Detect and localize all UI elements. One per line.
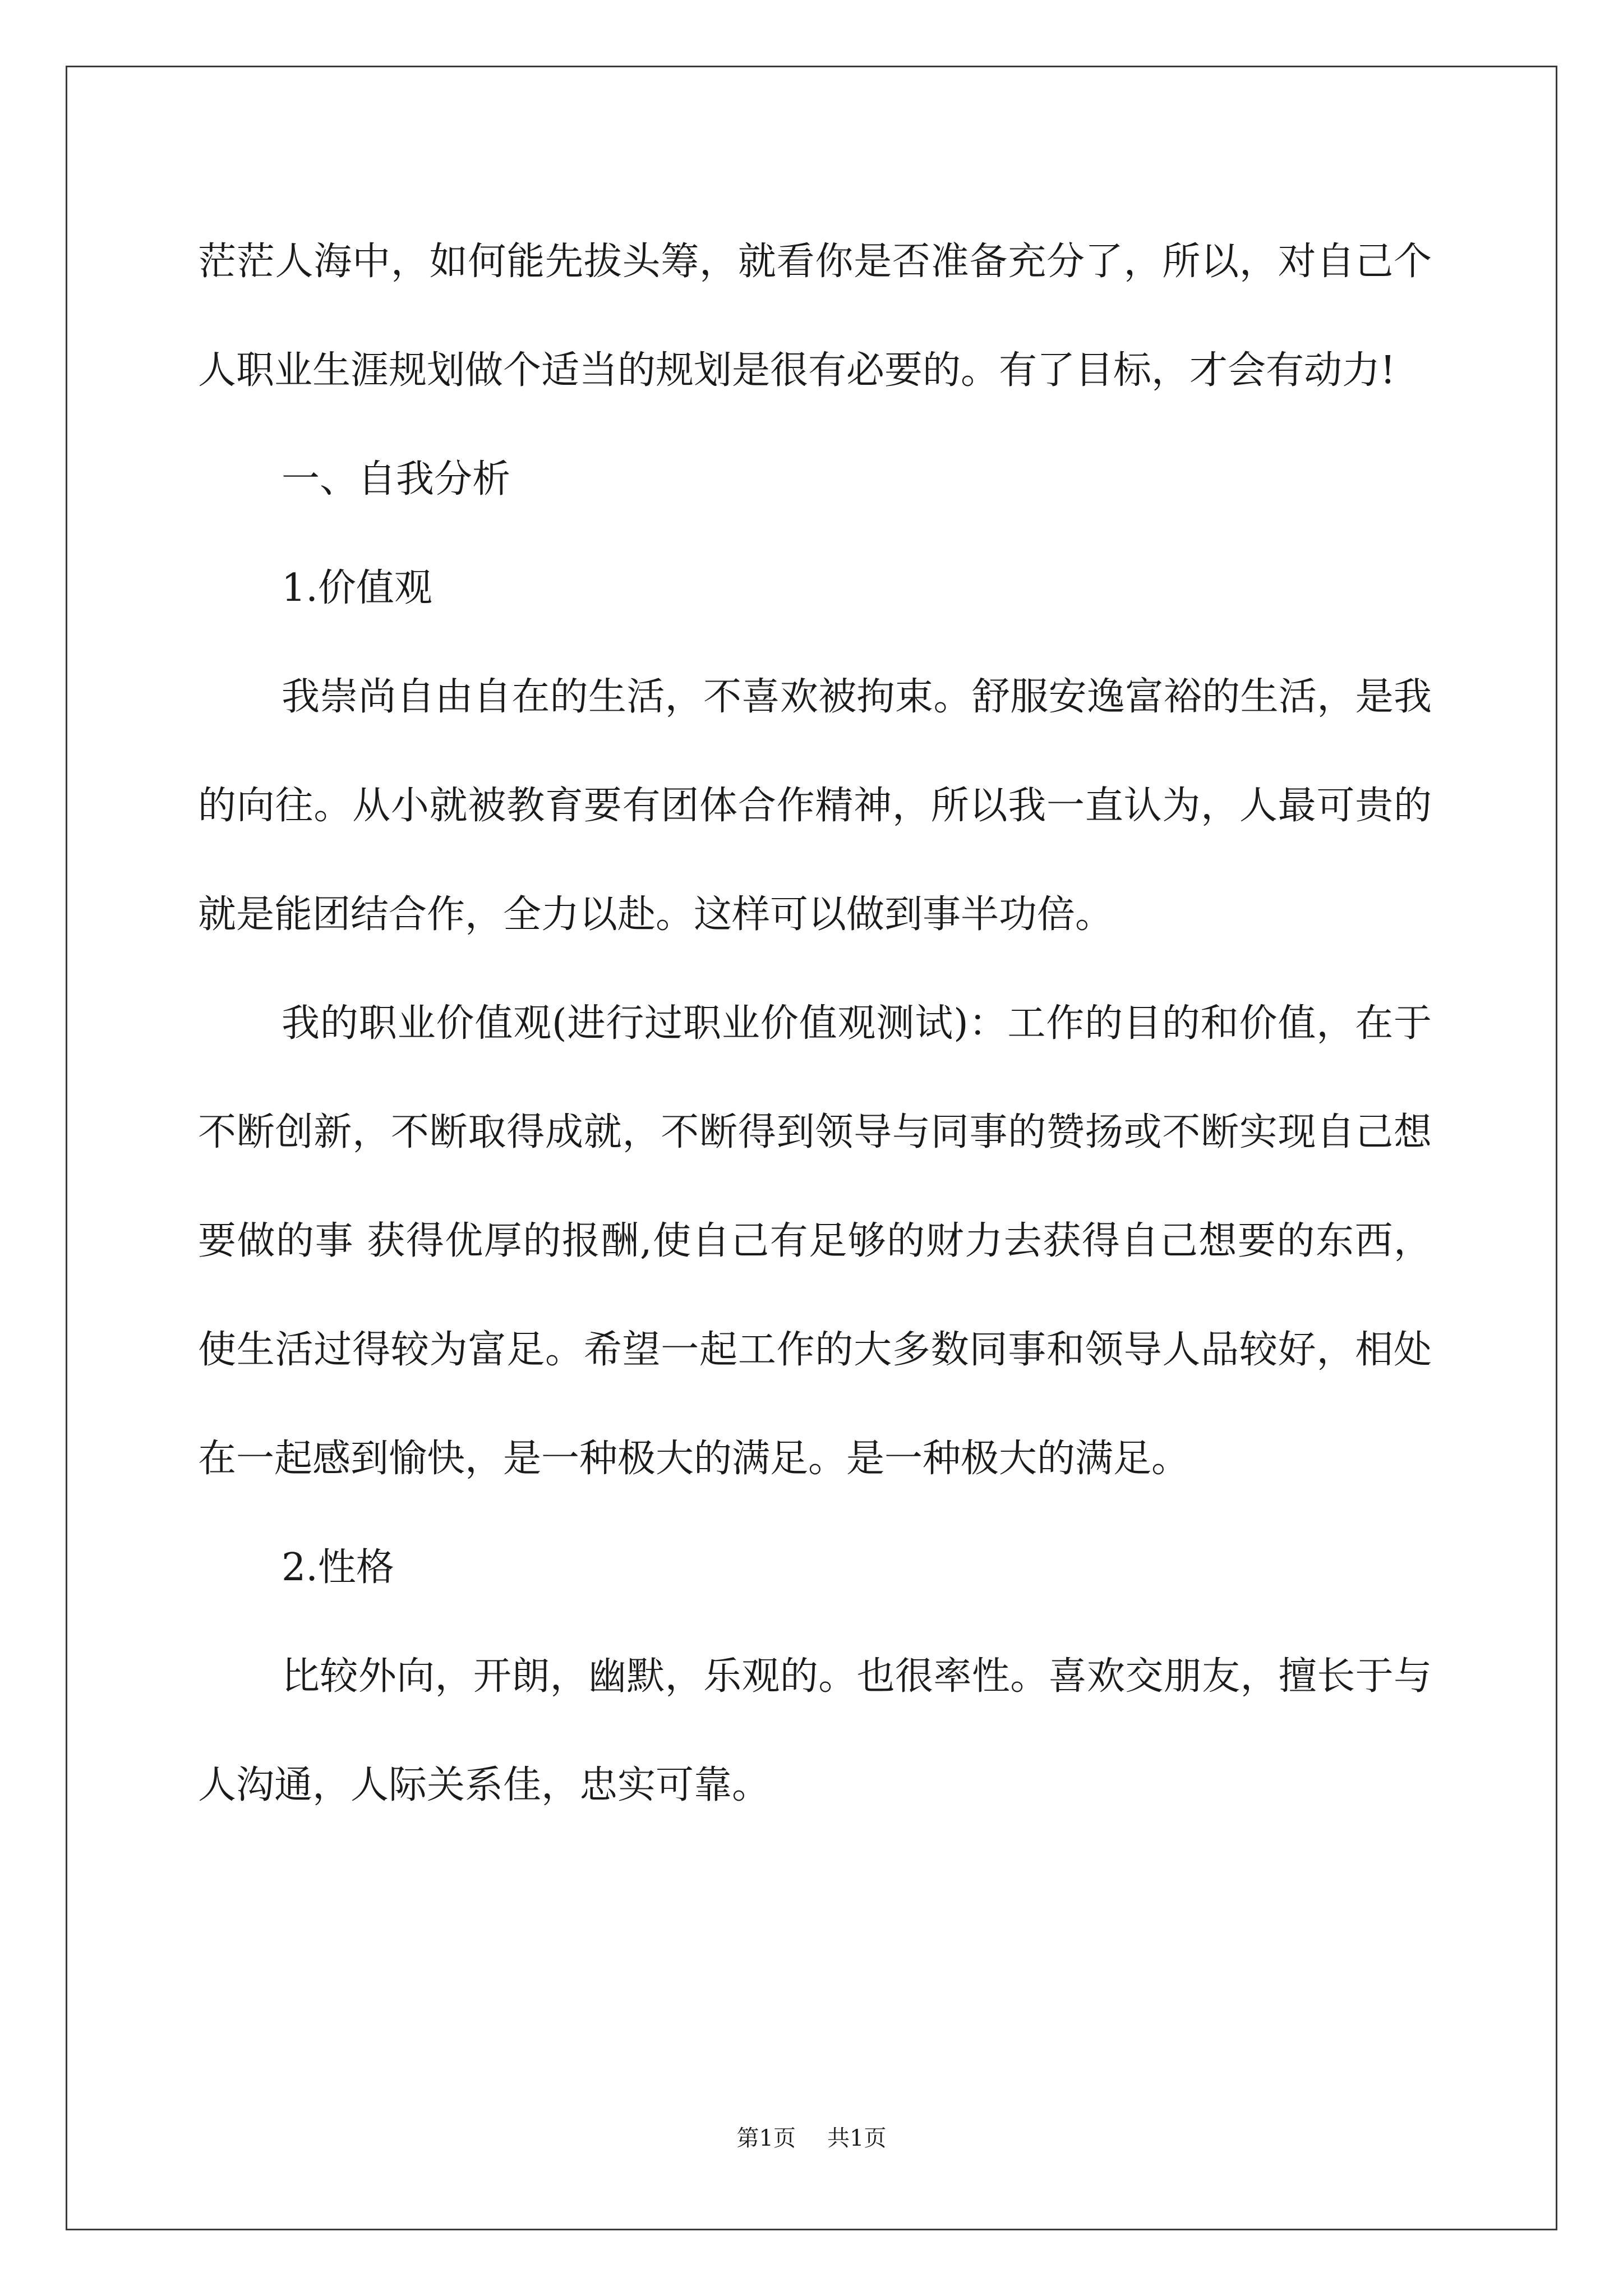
document-body xyxy=(198,208,1432,1840)
paragraph-personality: 比较外向，开朗，幽默，乐观的。也很率性。喜欢交朋友，擅长于与人沟通，人际关系佳，忠实可靠。 xyxy=(198,1654,1432,1807)
subheading-personality: 2.性格 xyxy=(282,1545,394,1590)
page-total: 共1页 xyxy=(827,2125,887,2151)
heading-self-analysis: 一、自我分析 xyxy=(282,457,511,501)
paragraph-intro: 茫茫人海中，如何能先拔头筹，就看你是否准备充分了，所以，对自己个人职业生涯规划做个适当的规划是很有必要的。有了目标，才会有动力! xyxy=(198,240,1432,393)
subheading-values: 1.价值观 xyxy=(282,566,432,610)
page-number: 第1页 xyxy=(736,2125,796,2151)
page-footer xyxy=(0,2120,1623,2152)
paragraph-values: 我崇尚自由自在的生活，不喜欢被拘束。舒服安逸富裕的生活，是我的向往。从小就被教育要有团体合作精神，所以我一直认为，人最可贵的就是能团结合作，全力以赴。这样可以做到事半功倍。 xyxy=(198,675,1432,937)
paragraph-career-values: 我的职业价值观(进行过职业价值观测试)：工作的目的和价值，在于不断创新，不断取得成就，不断得到领导与同事的赞扬或不断实现自己想要做的事 获得优厚的报酬,使自己有足够的财力去获得自己想要的东西，使生活过得较为富足。希望一起工作的大多数同事和领导人品较好，相处在一起感到愉快，是一种极大的满足。是一种极大的满足。 xyxy=(198,1001,1432,1481)
